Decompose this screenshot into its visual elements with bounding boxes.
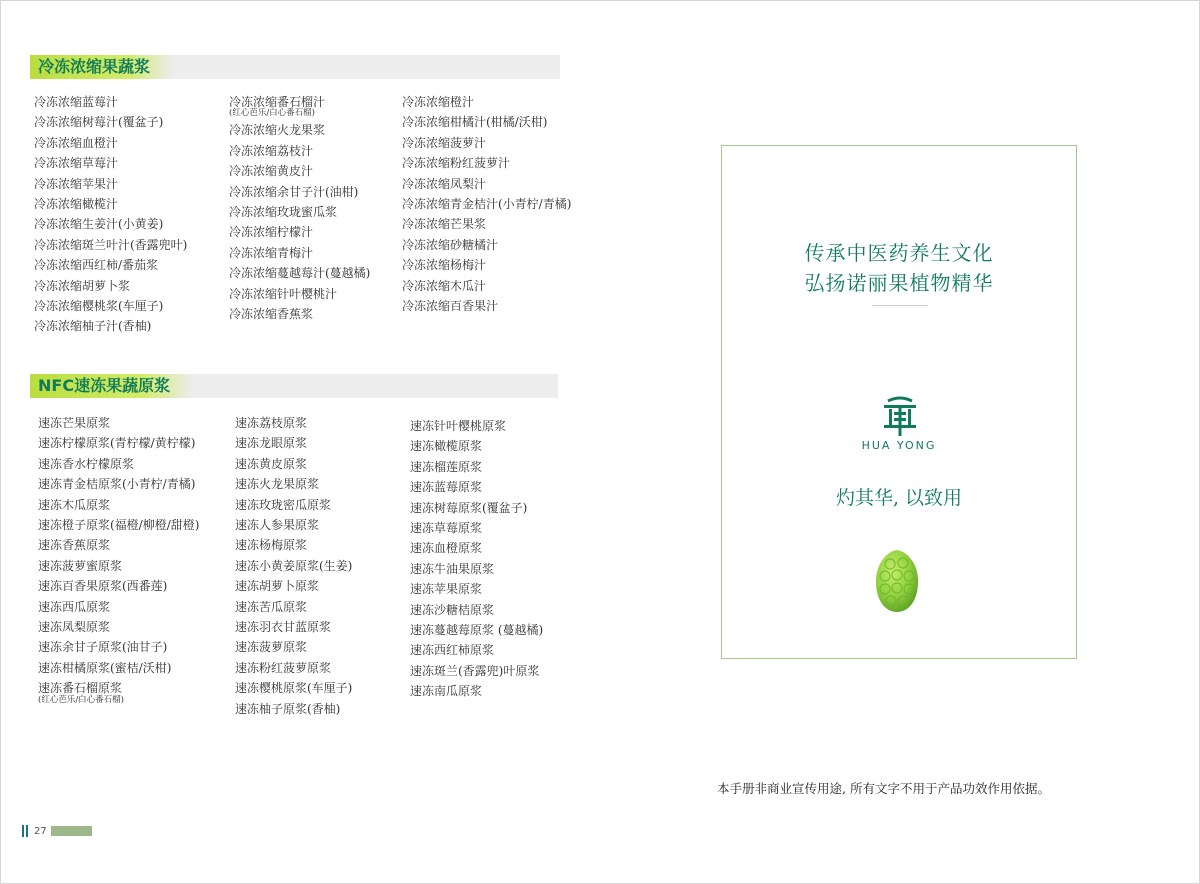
nfc-title: NFC速冻果蔬原浆 [30,374,192,398]
list-item: 速冻香蕉原浆 [38,538,111,553]
list-item: 速冻青金桔原浆(小青柠/青橘) [38,477,196,492]
list-item: 速冻粉红菠萝原浆 [235,660,332,675]
list-item: 冷冻浓缩樱桃浆(车厘子) [34,299,164,314]
disclaimer: 本手册非商业宣传用途, 所有文字不用于产品功效作用依据。 [717,781,1050,796]
list-item: 冷冻浓缩芒果浆 [402,217,487,232]
list-item-note: (红心芭乐/白心番石榴) [229,108,315,119]
list-item: 速冻西红柿原浆 [410,643,495,658]
list-item: 速冻樱桃原浆(车厘子) [235,681,353,696]
list-item: 冷冻浓缩柚子汁(香柚) [34,319,152,334]
list-item: 速冻苦瓜原浆 [235,599,308,614]
list-item: 冷冻浓缩木瓜汁 [402,278,487,293]
list-item: 速冻蔓越莓原浆 (蔓越橘) [410,623,544,638]
list-item: 冷冻浓缩蓝莓汁 [34,95,119,109]
list-item: 冷冻浓缩番石榴汁 [229,95,326,109]
list-item: 冷冻浓缩柑橘汁(柑橘/沃柑) [402,115,548,130]
list-item: 速冻火龙果原浆 [235,477,320,492]
list-item: 速冻黄皮原浆 [235,456,308,471]
list-item: 冷冻浓缩蔓越莓汁(蔓越橘) [229,266,371,281]
list-item: 冷冻浓缩橄榄汁 [34,197,119,212]
list-item: 速冻蓝莓原浆 [410,480,483,495]
list-item: 速冻针叶樱桃原浆 [410,419,507,433]
list-item: 冷冻浓缩玫珑蜜瓜浆 [229,205,338,220]
page-number: 27 [34,825,47,837]
list-item: 速冻南瓜原浆 [410,684,483,699]
list-item: 冷冻浓缩西红柿/番茄浆 [34,258,159,273]
list-item: 冷冻浓缩草莓汁 [34,156,119,171]
list-item: 冷冻浓缩青金桔汁(小青柠/青橘) [402,197,572,212]
list-item: 速冻番石榴原浆 [38,681,123,696]
list-item: 速冻血橙原浆 [410,541,483,556]
frozen-concentrate-title: 冷冻浓缩果蔬浆 [30,55,172,79]
list-item: 速冻芒果原浆 [38,416,111,430]
list-item: 速冻沙糖桔原浆 [410,602,495,617]
list-item: 速冻小黄姜原浆(生姜) [235,558,353,573]
page-number-marker [22,825,92,837]
frozen-concentrate-col-1 [34,92,187,337]
frozen-concentrate-col-3 [402,92,571,316]
divider [872,305,928,306]
page-bar [26,825,28,837]
list-item: 速冻树莓原浆(覆盆子) [410,500,528,515]
list-item: 冷冻浓缩杨梅汁 [402,258,487,273]
list-item: 速冻苹果原浆 [410,582,483,597]
list-item: 冷冻浓缩苹果汁 [34,176,119,191]
list-item: 速冻草莓原浆 [410,521,483,536]
list-item: 冷冻浓缩黄皮汁 [229,164,314,179]
list-item: 冷冻浓缩余甘子汁(油柑) [229,184,359,199]
page-block [51,826,92,836]
list-item: 速冻杨梅原浆 [235,538,308,553]
list-item: 冷冻浓缩柠檬汁 [229,225,314,240]
list-item: 速冻胡萝卜原浆 [235,579,320,594]
list-item: 冷冻浓缩菠萝汁 [402,135,487,150]
nfc-col-1 [38,413,199,707]
list-item: 冷冻浓缩粉红菠萝汁 [402,156,511,171]
list-item: 速冻香水柠檬原浆 [38,456,135,471]
slogan-line-2: 弘扬诺丽果植物精华 [804,271,994,295]
list-item: 冷冻浓缩树莓汁(覆盆子) [34,115,164,130]
list-item-note: (红心芭乐/白心番石榴) [38,694,124,705]
brand-panel [721,145,1077,659]
list-item: 冷冻浓缩百香果汁 [402,299,499,314]
list-item: 冷冻浓缩胡萝卜浆 [34,278,131,293]
list-item: 速冻木瓜原浆 [38,497,111,512]
list-item: 冷冻浓缩青梅汁 [229,245,314,260]
list-item: 速冻羽衣甘蓝原浆 [235,620,332,635]
list-item: 冷冻浓缩荔枝汁 [229,143,314,158]
list-item: 冷冻浓缩血橙汁 [34,135,119,150]
list-item: 速冻龙眼原浆 [235,436,308,451]
list-item: 速冻凤梨原浆 [38,620,111,635]
list-item: 速冻柑橘原浆(蜜桔/沃柑) [38,660,172,675]
list-item: 速冻百香果原浆(西番莲) [38,579,168,594]
list-item: 速冻牛油果原浆 [410,561,495,576]
list-item: 速冻玫珑密瓜原浆 [235,497,332,512]
huayong-logo-icon [878,396,922,436]
list-item: 速冻橙子原浆(福橙/柳橙/甜橙) [38,518,200,533]
list-item: 速冻柚子原浆(香柚) [235,701,341,716]
slogan-line-1: 传承中医药养生文化 [804,241,994,265]
list-item: 冷冻浓缩火龙果浆 [229,123,326,138]
list-item: 速冻人参果原浆 [235,518,320,533]
list-item: 冷冻浓缩凤梨汁 [402,176,487,191]
list-item: 速冻橄榄原浆 [410,439,483,454]
list-item: 冷冻浓缩香蕉浆 [229,307,314,322]
list-item: 冷冻浓缩生姜汁(小黄姜) [34,217,164,232]
list-item: 速冻菠萝蜜原浆 [38,558,123,573]
list-item: 速冻荔枝原浆 [235,416,308,430]
list-item: 速冻西瓜原浆 [38,599,111,614]
frozen-concentrate-col-2 [229,92,370,324]
list-item: 冷冻浓缩斑兰叶汁(香露兜叶) [34,237,188,252]
list-item: 速冻斑兰(香露兜)叶原浆 [410,663,540,678]
frozen-concentrate-header [30,55,560,79]
list-item: 冷冻浓缩针叶樱桃汁 [229,286,338,301]
nfc-header [30,374,558,398]
page-bar [22,825,24,837]
list-item: 速冻榴莲原浆 [410,459,483,474]
list-item: 速冻柠檬原浆(青柠檬/黄柠檬) [38,436,196,451]
motto: 灼其华, 以致用 [835,487,963,509]
noni-fruit-icon [872,548,922,614]
list-item: 冷冻浓缩橙汁 [402,95,475,109]
brand-name: HUA YONG [861,439,937,452]
nfc-col-3 [410,416,543,702]
list-item: 冷冻浓缩砂糖橘汁 [402,237,499,252]
list-item: 速冻菠萝原浆 [235,640,308,655]
list-item: 速冻余甘子原浆(油甘子) [38,640,168,655]
nfc-col-2 [235,413,352,719]
